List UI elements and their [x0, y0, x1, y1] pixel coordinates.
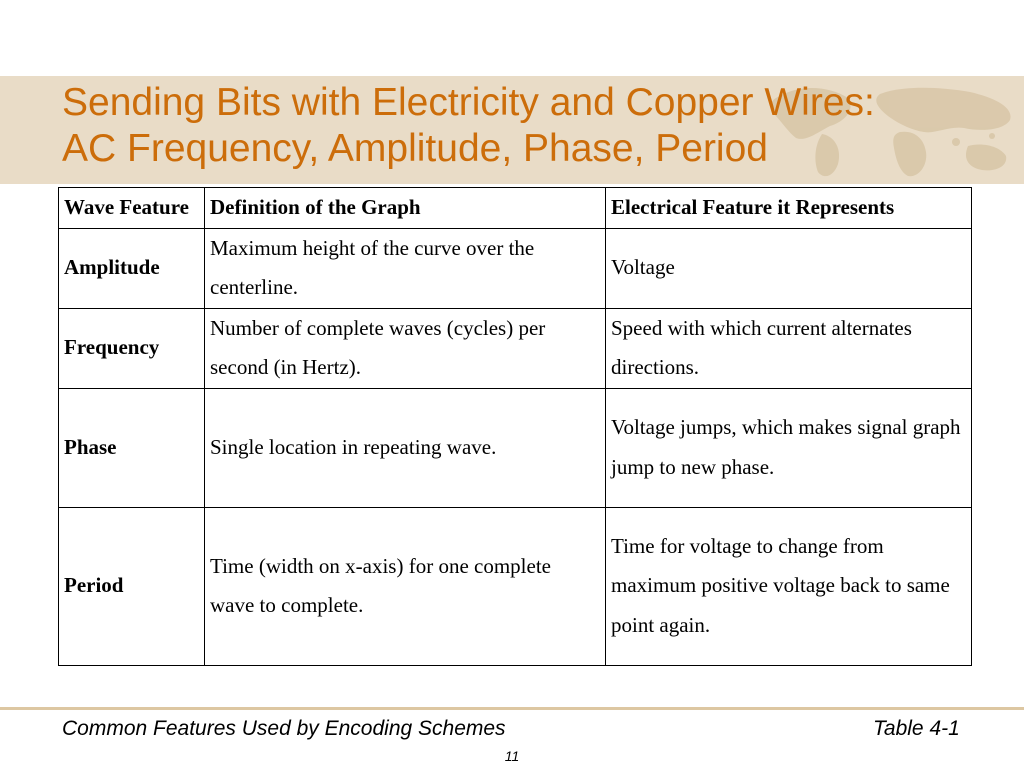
- table-row: [59, 507, 972, 665]
- feature-cell: Frequency: [59, 308, 205, 388]
- definition-cell: Time (width on x-axis) for one complete wave to complete.: [205, 507, 606, 665]
- electrical-cell: Voltage: [606, 228, 972, 308]
- header-definition: Definition of the Graph: [205, 188, 606, 229]
- feature-cell: Amplitude: [59, 228, 205, 308]
- table-reference: Table 4-1: [873, 717, 960, 740]
- page-number: 11: [504, 748, 520, 764]
- definition-cell: Maximum height of the curve over the centerline.: [205, 228, 606, 308]
- footer-divider: [0, 707, 1024, 710]
- slide-title: [62, 80, 875, 172]
- table-row: [59, 308, 972, 388]
- table-row: [59, 388, 972, 507]
- features-table: [58, 187, 972, 666]
- header-wave-feature: Wave Feature: [59, 188, 205, 229]
- table-caption: Common Features Used by Encoding Schemes: [62, 717, 506, 740]
- feature-cell: Period: [59, 507, 205, 665]
- header-electrical-feature: Electrical Feature it Represents: [606, 188, 972, 229]
- definition-cell: Number of complete waves (cycles) per second (in Hertz).: [205, 308, 606, 388]
- slide-title-line2: AC Frequency, Amplitude, Phase, Period: [62, 127, 768, 170]
- definition-cell: Single location in repeating wave.: [205, 388, 606, 507]
- table-header-row: [59, 188, 972, 229]
- slide-title-line1: Sending Bits with Electricity and Copper Wires:: [62, 81, 875, 124]
- electrical-cell: Time for voltage to change from maximum positive voltage back to same point again.: [606, 507, 972, 665]
- table-row: [59, 228, 972, 308]
- electrical-cell: Speed with which current alternates directions.: [606, 308, 972, 388]
- electrical-cell: Voltage jumps, which makes signal graph jump to new phase.: [606, 388, 972, 507]
- feature-cell: Phase: [59, 388, 205, 507]
